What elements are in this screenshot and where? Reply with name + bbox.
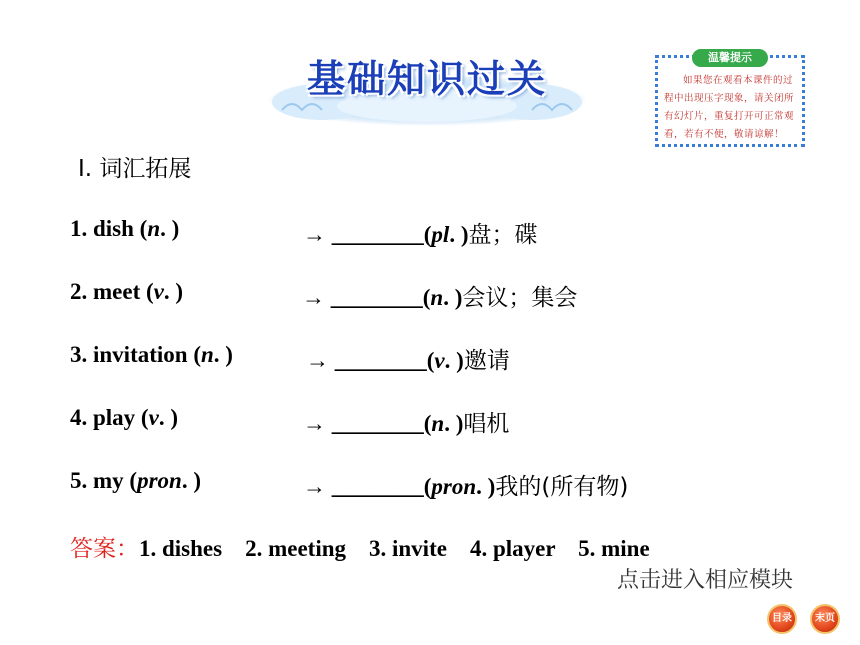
meaning: 我的(所有物) [495, 474, 629, 500]
blank: → ________( [303, 411, 432, 436]
meaning: 会议；集会 [462, 285, 578, 311]
vocab-row [70, 279, 578, 311]
pos-right: pl [431, 222, 450, 247]
word-left: 3. invitation ( [70, 342, 201, 367]
pos-left: n [147, 216, 161, 241]
pos-right-end: . ) [444, 348, 464, 373]
meaning: 邀请 [463, 348, 510, 374]
tip-header: 温馨提示 [692, 49, 768, 67]
pos-right: v [434, 348, 445, 373]
vocab-row [70, 216, 538, 248]
meaning: 盘；碟 [468, 222, 538, 248]
pos-right-end: . ) [444, 411, 464, 436]
pos-right-end: . ) [476, 474, 496, 499]
blank: → ________( [302, 285, 431, 310]
pos-right: n [430, 285, 444, 310]
blank: → ________( [303, 222, 432, 247]
blank: → ________( [306, 348, 435, 373]
pos-left: v [153, 279, 164, 304]
section-heading: Ⅰ. 词汇拓展 [78, 156, 192, 182]
blank: → ________( [303, 474, 432, 499]
word-left: 1. dish ( [70, 216, 148, 241]
word-left-end: . ) [158, 405, 178, 430]
word-left: 5. my ( [70, 468, 138, 493]
answer-text: 1. dishes 2. meeting 3. invite 4. player 5. mine [139, 536, 650, 561]
tip-box [655, 51, 805, 147]
word-left-end: . ) [163, 279, 184, 304]
pos-right-end: . ) [443, 285, 463, 310]
word-left-end: . ) [160, 216, 180, 241]
pos-right: pron [431, 474, 477, 499]
pos-left: v [148, 405, 159, 430]
title-banner [262, 40, 592, 130]
word-left: 4. play ( [70, 405, 149, 430]
vocab-row [70, 405, 510, 437]
module-hint: 点击进入相应模块 [617, 568, 794, 593]
tip-body: 如果您在观看本课件的过程中出现压字现象，请关闭所有幻灯片，重复打开可正常观看，若有不便，敬请谅解！ [664, 75, 795, 140]
vocab-row [70, 342, 510, 374]
vocab-row [70, 468, 629, 500]
pos-left: pron [137, 468, 182, 493]
answer-line [70, 530, 650, 563]
page-title: 基础知识过关 [306, 57, 547, 101]
meaning: 唱机 [463, 411, 510, 437]
pos-right: n [431, 411, 445, 436]
answer-label: 答案： [70, 536, 139, 562]
toc-button[interactable]: 目录 [767, 604, 797, 634]
word-left-end: . ) [181, 468, 201, 493]
word-left-end: . ) [213, 342, 233, 367]
last-page-button[interactable]: 末页 [810, 604, 840, 634]
pos-left: n [200, 342, 214, 367]
word-left: 2. meet ( [70, 279, 154, 304]
pos-right-end: . ) [449, 222, 469, 247]
